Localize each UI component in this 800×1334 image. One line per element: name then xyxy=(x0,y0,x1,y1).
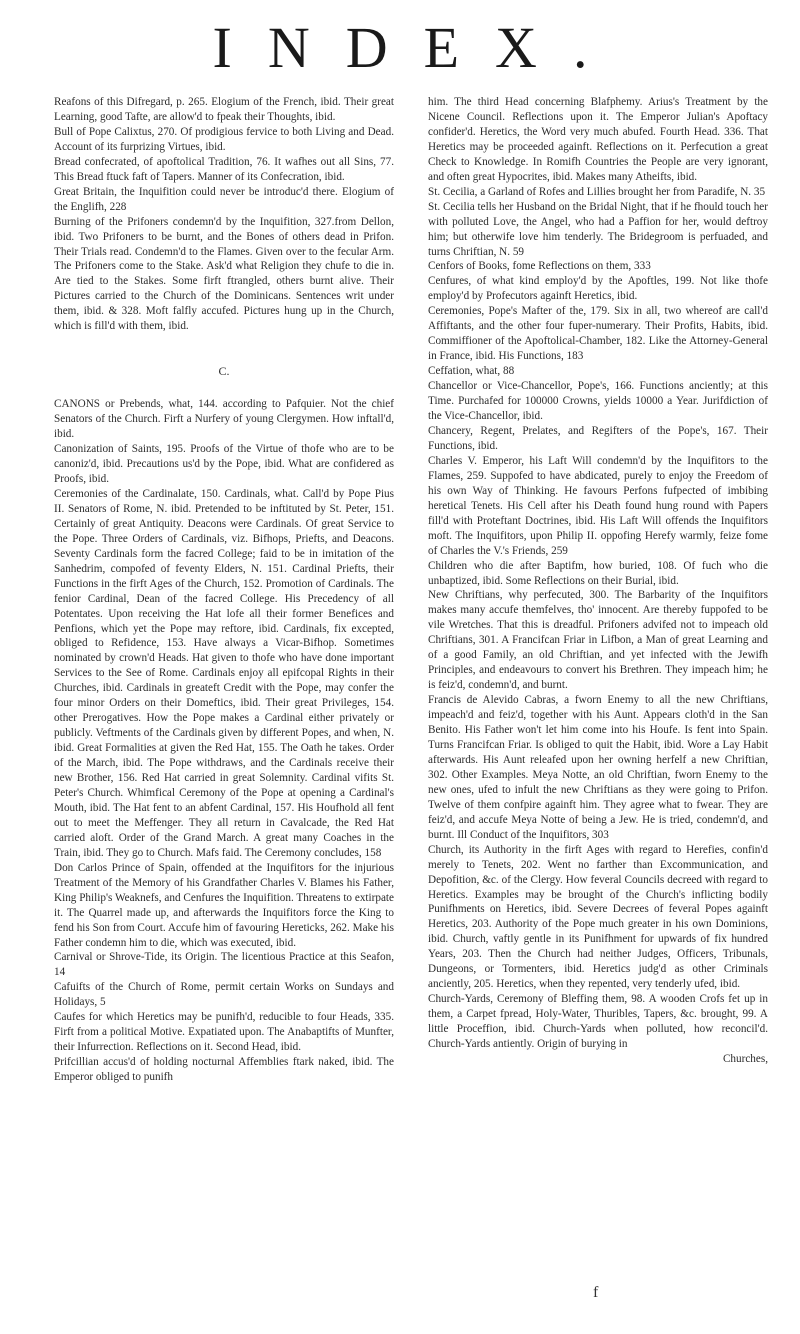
index-entry: Carnival or Shrove-Tide, its Origin. The licentious Practice at this Seafon, 14 xyxy=(54,951,394,979)
index-entry: Reafons of this Difregard, p. 265. Elogium of the French, ibid. Their great Learning, good Tafte, are allow'd to fpeak their Thoughts, ibid. xyxy=(54,96,394,123)
index-entry: Caufes for which Heretics may be punifh'd, reducible to four Heads, 335. Firft from a political Motive. Expatiated upon. The Anabaptifts of Munfter, their Infurrection. Reflections on it. Second Head, ibid. xyxy=(54,1011,394,1054)
page-title: INDEX. xyxy=(212,15,624,80)
index-entry: him. The third Head concerning Blafphemy. Arius's Treatment by the Nicene Council. Reflections upon it. The Emperor Julian's Apoftacy confider'd. Heretics, the Word very much abufed. Fourth Head. 336. That Heretics may be proceeded againft. Reflections on it. Perfecution a great Check to Knowledge. In Romifh Countries the People are very ignorant, and often great Hypocrites, ibid. Makes many Atheifts, ibid. xyxy=(428,96,768,183)
index-entry: New Chriftians, why perfecuted, 300. The Barbarity of the Inquifitors makes many accufe themfelves, tho' innocent. Are thereby fuppofed to be vile Wretches. That this is dreadful. Prifoners advifed not to impeach old Chriftians, 301. A Francifcan Friar in Lifbon, a Man of great Learning and of a good Family, an old Chriftian, and yet infected with the Jewifh Principles, and endeavours to convert his Brethren. They impeach him; he is feiz'd, condemn'd, and burnt. xyxy=(428,589,768,692)
index-entry: Bread confecrated, of apoftolical Tradition, 76. It wafhes out all Sins, 77. This Bread ftuck faft of Tapers. Manner of its Confecration, ibid. xyxy=(54,155,394,183)
left-column xyxy=(54,95,394,1085)
index-entry: Church-Yards, Ceremony of Bleffing them, 98. A wooden Crofs fet up in them, a Carpet fpread, Holy-Water, Thuribles, Tapers, &c. brought, 99. A little Proceffion, ibid. Church-Yards when polluted, how reconcil'd. Church-Yards antiently. Origin of burying in xyxy=(428,993,768,1051)
right-column xyxy=(428,95,768,1067)
index-entry: Cenfors of Books, fome Reflections on them, 333 xyxy=(428,260,651,273)
signature-mark: f xyxy=(593,1284,599,1301)
index-entry: Bull of Pope Calixtus, 270. Of prodigious fervice to both Living and Dead. Account of its furprizing Virtues, ibid. xyxy=(54,125,394,153)
index-entry: Cenfures, of what kind employ'd by the Apoftles, 199. Not like thofe employ'd by Profecutors againft Heretics, ibid. xyxy=(428,275,768,303)
index-entry: Don Carlos Prince of Spain, offended at the Inquifitors for the injurious Treatment of the Memory of his Grandfather Charles V. Blames his Father, King Philip's Weaknefs, and Cenfures the Inquifition. Threatens to extirpate it. The Quarrel made up, and afterwards the Inquifitors force the King to fend his Son from Court. Accufe him of favouring Hereticks, 262. Make his Father condemn him to die, which was executed, ibid. xyxy=(54,861,394,949)
index-entry: Chancellor or Vice-Chancellor, Pope's, 166. Functions anciently; at this Time. Purchafed for 100000 Crowns, yields 10000 a Year. Jurifdiction of the Vice-Chancellor, ibid. xyxy=(428,380,768,423)
section-letter: C. xyxy=(218,364,230,379)
index-entry: Burning of the Prifoners condemn'd by the Inquifition, 327.from Dellon, ibid. Two Prifoners to be burnt, and the Bones of others dead in Prifon. Their Trials read. Condemn'd to the Flames. Given over to the fecular Arm. The Prifoners come to the Stake. Ask'd what Religion they chufe to die in. Are tied to the Stakes. Some firft ftrangled, others burnt alive. Their Pictures carried to the Church of the Dominicans. Sentences writ under them, ibid. & 328. Moft falfly accufed. Pictures hung up in the Church, which is fill'd with them, ibid. xyxy=(54,215,394,333)
index-entry: Ceremonies, Pope's Mafter of the, 179. Six in all, two whereof are call'd Affiftants, and the other four fuper-numerary. Their Profits, Habits, ibid. Commiffioner of the Apoftolical-Chamber, 182. Like the Attorney-General in France, ibid. His Functions, 183 xyxy=(428,305,768,363)
catchword: Churches, xyxy=(722,1053,768,1065)
index-entry: CANONS or Prebends, what, 144. according to Pafquier. Not the chief Senators of the Church. Firft a Nurfery of young Clergymen. How inftall'd, ibid. xyxy=(54,398,394,441)
index-entry: Ceremonies of the Cardinalate, 150. Cardinals, what. Call'd by Pope Pius II. Senators of Rome, N. ibid. Pretended to be inftituted by St. Peter, 151. Certainly of great Antiquity. Deacons were Cardinals. Of great Service to the Pope. Three Orders of Cardinals, viz. Bifhops, Priefts, and Deacons. Seventy Cardinals form the facred College; faid to be in imitation of the Sanhedrim, compofed of feventy Elders, N. 151. Cardinal Priefts, their Functions in the firft Ages of the Church, 152. Promotion of Cardinals. The fenior Cardinal, Dean of the facred College. His Precedency of all Potentates. Upon receiving the Hat lofe all their former Benefices and Penfions, which yet the Pope may reftore, ibid. Cardinals, fix excepted, obliged to Refidence, 153. Have always a Vicar-Bifhop. Sometimes nominated by crown'd Heads. Hat given to thofe who have done important Services to the See of Rome. Cardinals enjoy all epifcopal Rights in their Churches, ibid. Cardinals in greateft Credit with the Pope, may confer the four minor Orders on their Domeftics, ibid. Their great Privileges, 154. other Prerogatives. How the Pope makes a Cardinal either privately or publicly. Veftments of the Cardinals given by different Popes, and when, N. ibid. Great Formalities at given the Red Hat, 155. The Oath he takes. Order of the March, ibid. The Pope withdraws, and the Cardinals receive their new Brother, 156. Red Hat carried in great Solemnity. Cardinal vifits St. Peter's Church. Whimfical Ceremony of the Pope at opening a Cardinal's Mouth, ibid. The Hat fent to an abfent Cardinal, 157. His Houfhold all fent out to meet the Meffenger. They all return in Cavalcade, the Red Hat carried aloft. Order of the Grand March. A great many Coaches in the Train, ibid. They go to Church. Mafs faid. The Ceremony concludes, 158 xyxy=(54,487,394,859)
index-entry: Cafuifts of the Church of Rome, permit certain Works on Sundays and Holidays, 5 xyxy=(54,981,394,1009)
index-entry: St. Cecilia tells her Husband on the Bridal Night, that if he fhould touch her with polluted Love, the Angel, who had a Paffion for her, would deftroy him; but otherwife love him tenderly. The Bridegroom is perfuaded, and turns Chriftian, N. 59 xyxy=(428,200,768,258)
index-entry: Church, its Authority in the firft Ages with regard to Herefies, confin'd merely to Tenets, 202. Went no farther than Excommunication, and Depofition, &c. of the Clergy. How feveral Councils decreed with regard to Heretics. Examples may be brought of the Church's inflicting bodily Punifhments on Heretics, ibid. Severe Decrees of feveral Popes againft Heretics, 203. Authority of the Pope much greater in his own Dominions, ibid. Church, vaftly gentle in its Punifhment for upwards of fix hundred Years, 203. Then the Church had neither Judges, Officers, Tribunals, Dungeons, or Tormenters, ibid. Heretics judg'd as other Criminals anciently, 205. Heretics, when they repented, very tenderly ufed, ibid. xyxy=(428,843,768,991)
index-entry: Children who die after Baptifm, how buried, 108. Of fuch who die unbaptized, ibid. Some Reflections on their Burial, ibid. xyxy=(428,559,768,587)
index-entry: Chancery, Regent, Prelates, and Regifters of the Pope's, 167. Their Functions, ibid. xyxy=(428,424,768,452)
index-entry: Ceffation, what, 88 xyxy=(428,365,515,378)
index-entry: Great Britain, the Inquifition could never be introduc'd there. Elogium of the Englifh, 228 xyxy=(54,185,394,213)
index-entry: Prifcillian accus'd of holding nocturnal Affemblies ftark naked, ibid. The Emperor obliged to punifh xyxy=(54,1056,394,1084)
index-entry: Francis de Alevido Cabras, a fworn Enemy to all the new Chriftians, impeach'd and feiz'd, together with his Aunt. Appears cloth'd in the San Benito. His Father won't let him come into his Houfe. Is fent into Spain. Turns Francifcan Friar. Is obliged to quit the Habit, ibid. Wore a Lay Habit afterwards. His Aunt releafed upon her owning herfelf a new Chriftian, 302. Other Examples. Meya Notte, an old Chriftian, fworn Enemy to the new ones, ufed to infult the new Chriftians as they were going to Prifon. Twelve of them confpire againft him. They agree what to fwear. They are feiz'd, and accufe Meya Notte of being a Jew. He is tried, condemn'd, and burnt. Ill Conduct of the Inquifitors, 303 xyxy=(428,694,768,841)
index-entry: St. Cecilia, a Garland of Rofes and Lillies brought her from Paradife, N. 35 xyxy=(428,185,766,198)
index-entry: Charles V. Emperor, his Laft Will condemn'd by the Inquifitors to the Flames, 259. Suppofed to have abdicated, purely to enjoy the Freedom of his own Way of Thinking. He favours Perfons fufpected of imbibing heretical Tenets. His Cell after his Death found hung round with Papers fill'd with Proteftant Doctrines, ibid. His Laft Will offends the Inquifitors moft. The Inquifitors, upon Philip II. oppofing Herefy warmly, feize fome of Charles the V.'s Friends, 259 xyxy=(428,454,768,557)
index-entry: Canonization of Saints, 195. Proofs of the Virtue of thofe who are to be canoniz'd, ibid. Precautions us'd by the Pope, ibid. What are confidered as Proofs, ibid. xyxy=(54,443,394,485)
